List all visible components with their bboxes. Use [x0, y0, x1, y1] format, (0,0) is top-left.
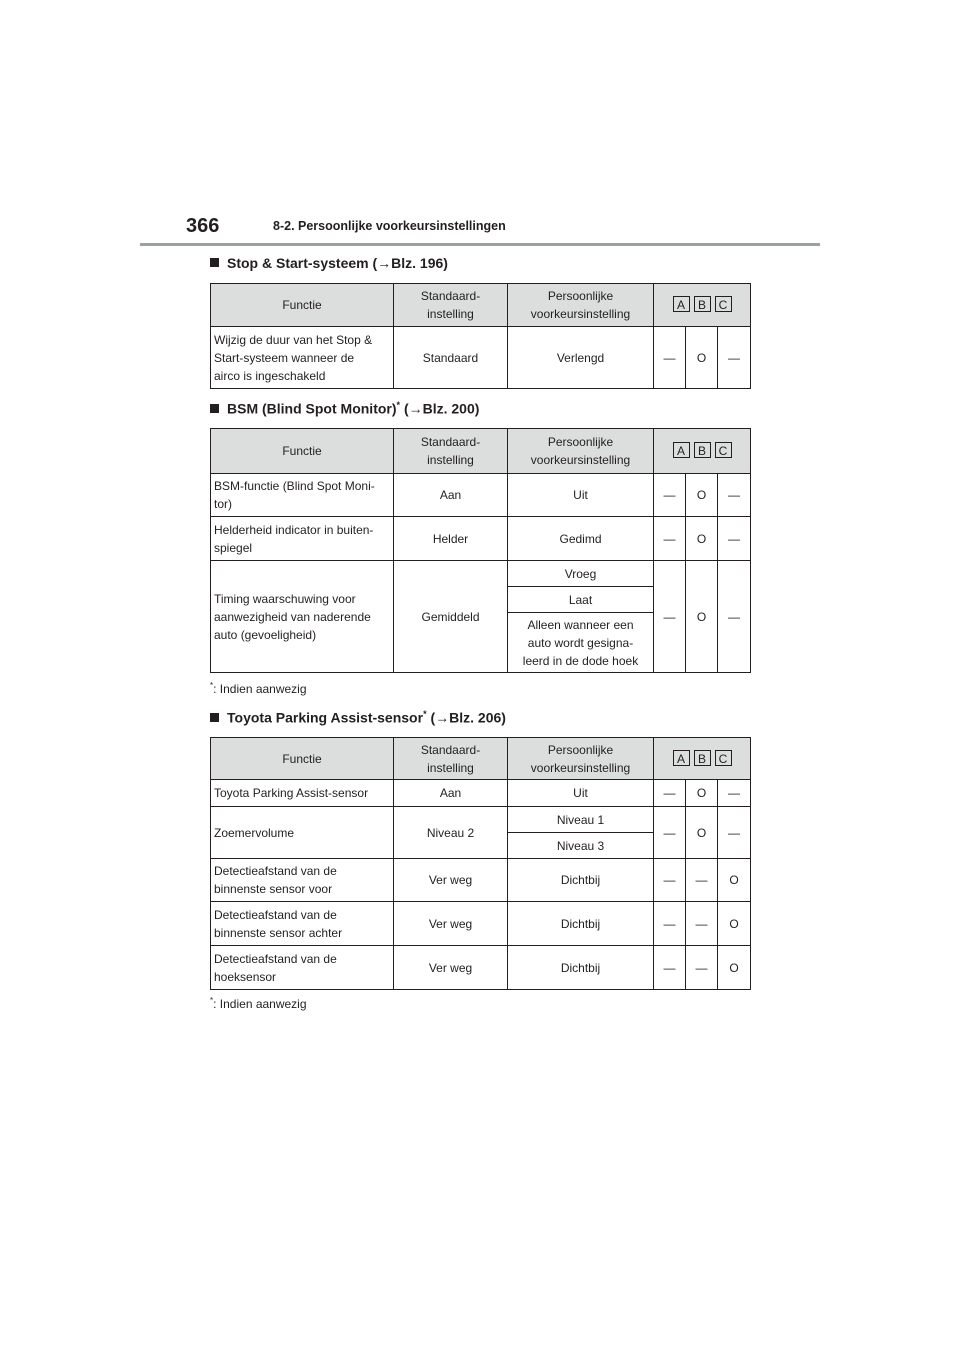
cell-default: Aan: [394, 474, 508, 517]
cell-b: —: [686, 946, 718, 990]
col-abc: A B C: [654, 284, 751, 327]
table-bsm: [210, 428, 751, 673]
cell-function: Detectieafstand van de binnenste sensor voor: [211, 859, 394, 902]
col-personal: Persoonlijke voorkeursinstelling: [508, 284, 654, 327]
col-function: Functie: [211, 738, 394, 780]
cell-b: O: [686, 327, 718, 389]
col-default: Standaard- instelling: [394, 738, 508, 780]
cell-a: —: [654, 474, 686, 517]
table-row: [211, 327, 751, 389]
bullet-icon: [210, 404, 219, 413]
table-row: [211, 807, 751, 833]
col-abc: A B C: [654, 738, 751, 780]
cell-a: —: [654, 327, 686, 389]
cell-default: Gemiddeld: [394, 561, 508, 673]
cell-personal: Alleen wanneer een auto wordt gesigna- leerd in de dode hoek: [508, 613, 654, 673]
table-row: [211, 474, 751, 517]
col-default: Standaard- instelling: [394, 284, 508, 327]
cell-default: Ver weg: [394, 859, 508, 902]
cell-function: Helderheid indicator in buiten- spiegel: [211, 517, 394, 561]
cell-a: —: [654, 902, 686, 946]
cell-personal: Gedimd: [508, 517, 654, 561]
cell-personal: Niveau 3: [508, 833, 654, 859]
cell-function: Wijzig de duur van het Stop & Start-systeem wanneer de airco is ingeschakeld: [211, 327, 394, 389]
cell-c: —: [718, 780, 751, 807]
cell-a: —: [654, 859, 686, 902]
cell-a: —: [654, 807, 686, 859]
cell-c: —: [718, 517, 751, 561]
section-title-parking: Toyota Parking Assist-sensor* (→Blz. 206): [210, 709, 506, 726]
table-parking: [210, 737, 751, 990]
chapter-title: 8-2. Persoonlijke voorkeursinstellingen: [273, 219, 506, 233]
cell-c: —: [718, 561, 751, 673]
cell-a: —: [654, 780, 686, 807]
table-header-row: [211, 284, 751, 327]
cell-c: O: [718, 946, 751, 990]
bullet-icon: [210, 713, 219, 722]
cell-b: O: [686, 561, 718, 673]
page-number: 366: [186, 215, 220, 237]
cell-personal: Laat: [508, 587, 654, 613]
cell-b: O: [686, 474, 718, 517]
cell-personal: Dichtbij: [508, 902, 654, 946]
cell-personal: Niveau 1: [508, 807, 654, 833]
section-title-bsm: BSM (Blind Spot Monitor)* (→Blz. 200): [210, 400, 479, 417]
cell-default: Standaard: [394, 327, 508, 389]
col-personal: Persoonlijke voorkeursinstelling: [508, 738, 654, 780]
cell-default: Helder: [394, 517, 508, 561]
cell-function: Toyota Parking Assist-sensor: [211, 780, 394, 807]
table-stop-start: [210, 283, 751, 389]
cell-default: Niveau 2: [394, 807, 508, 859]
cell-personal: Uit: [508, 780, 654, 807]
col-abc: A B C: [654, 429, 751, 474]
cell-function: BSM-functie (Blind Spot Moni- tor): [211, 474, 394, 517]
cell-a: —: [654, 561, 686, 673]
cell-function: Zoemervolume: [211, 807, 394, 859]
cell-personal: Uit: [508, 474, 654, 517]
table-row: [211, 859, 751, 902]
table-row: [211, 946, 751, 990]
cell-c: O: [718, 859, 751, 902]
cell-function: Detectieafstand van de hoeksensor: [211, 946, 394, 990]
table-header-row: [211, 738, 751, 780]
cell-b: O: [686, 780, 718, 807]
cell-default: Ver weg: [394, 946, 508, 990]
cell-b: —: [686, 859, 718, 902]
cell-c: O: [718, 902, 751, 946]
table-row: [211, 902, 751, 946]
cell-c: —: [718, 327, 751, 389]
cell-default: Aan: [394, 780, 508, 807]
header-rule: [140, 243, 820, 246]
table-row: [211, 517, 751, 561]
bullet-icon: [210, 258, 219, 267]
cell-personal: Dichtbij: [508, 859, 654, 902]
cell-c: —: [718, 807, 751, 859]
cell-a: —: [654, 517, 686, 561]
cell-a: —: [654, 946, 686, 990]
footnote-parking: *: Indien aanwezig: [210, 996, 307, 1011]
footnote-bsm: *: Indien aanwezig: [210, 681, 307, 696]
col-default: Standaard- instelling: [394, 429, 508, 474]
col-personal: Persoonlijke voorkeursinstelling: [508, 429, 654, 474]
page-header: [140, 210, 820, 246]
section-title-stop-start: Stop & Start-systeem (→Blz. 196): [210, 255, 448, 271]
cell-personal: Dichtbij: [508, 946, 654, 990]
cell-c: —: [718, 474, 751, 517]
cell-personal: Verlengd: [508, 327, 654, 389]
cell-function: Timing waarschuwing voor aanwezigheid van naderende auto (gevoeligheid): [211, 561, 394, 673]
col-function: Functie: [211, 429, 394, 474]
col-function: Functie: [211, 284, 394, 327]
table-header-row: [211, 429, 751, 474]
cell-b: O: [686, 517, 718, 561]
cell-default: Ver weg: [394, 902, 508, 946]
cell-personal: Vroeg: [508, 561, 654, 587]
cell-function: Detectieafstand van de binnenste sensor achter: [211, 902, 394, 946]
cell-b: O: [686, 807, 718, 859]
table-row: [211, 561, 751, 587]
table-row: [211, 780, 751, 807]
cell-b: —: [686, 902, 718, 946]
